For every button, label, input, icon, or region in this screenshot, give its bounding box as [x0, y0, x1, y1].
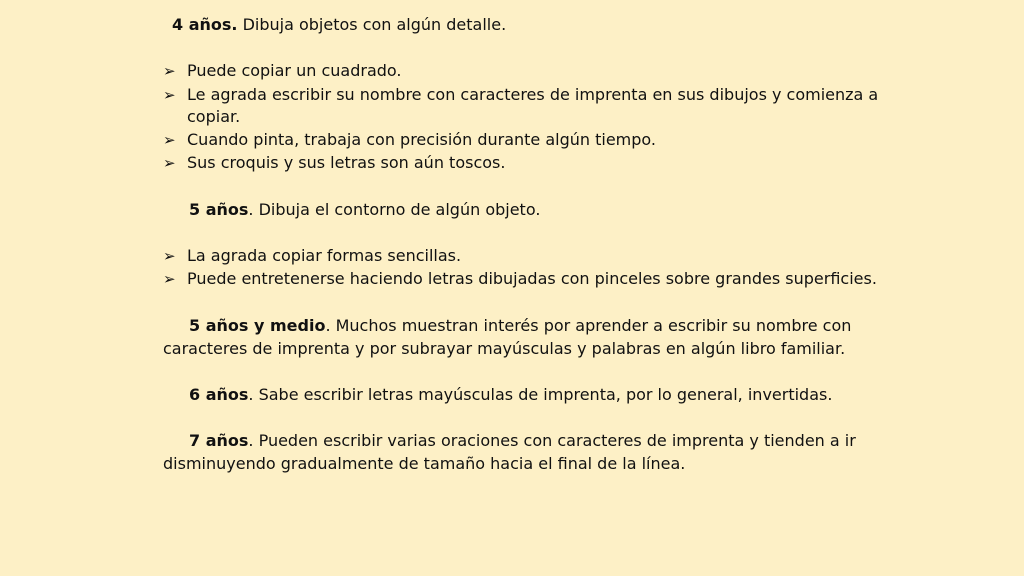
- section-6-heading: [189, 384, 832, 406]
- arrow-bullet-icon: ➢: [163, 62, 176, 80]
- section-7-heading: [189, 430, 856, 452]
- bullet-item: [163, 268, 877, 290]
- bullet-item: [163, 129, 656, 151]
- age-7-text: . Pueden escribir varias oraciones con caracteres de imprenta y tienden a ir: [248, 431, 856, 450]
- arrow-bullet-icon: ➢: [163, 154, 176, 172]
- bullet-item: [163, 152, 505, 174]
- age-5-label: 5 años: [189, 200, 249, 219]
- bullet-continuation: copiar.: [187, 107, 241, 126]
- arrow-bullet-icon: ➢: [163, 86, 176, 104]
- bullet-text: Puede entretenerse haciendo letras dibujadas con pinceles sobre grandes superficies.: [187, 269, 877, 288]
- age-5-5-label: 5 años y medio: [189, 316, 326, 335]
- bullet-item: [163, 84, 878, 106]
- bullet-text: Puede copiar un cuadrado.: [187, 61, 402, 80]
- age-4-text: Dibuja objetos con algún detalle.: [237, 15, 507, 34]
- arrow-bullet-icon: ➢: [163, 131, 176, 149]
- age-5-text: . Dibuja el contorno de algún objeto.: [248, 200, 541, 219]
- section-7-continuation: disminuyendo gradualmente de tamaño hacia el final de la línea.: [163, 454, 686, 473]
- section-5-heading: [189, 199, 540, 221]
- bullet-text: Cuando pinta, trabaja con precisión durante algún tiempo.: [187, 130, 657, 149]
- arrow-bullet-icon: ➢: [163, 247, 176, 265]
- age-6-label: 6 años: [189, 385, 249, 404]
- bullet-item: [163, 60, 402, 82]
- age-6-text: . Sabe escribir letras mayúsculas de imprenta, por lo general, invertidas.: [248, 385, 833, 404]
- age-4-label: 4 años.: [172, 15, 238, 34]
- bullet-item: [163, 245, 461, 267]
- section-5-5-heading: [189, 315, 851, 337]
- bullet-text: Sus croquis y sus letras son aún toscos.: [187, 153, 506, 172]
- bullet-text: Le agrada escribir su nombre con caracteres de imprenta en sus dibujos y comienza a: [187, 85, 879, 104]
- intro-heading: [172, 14, 506, 36]
- section-5-5-continuation: caracteres de imprenta y por subrayar mayúsculas y palabras en algún libro familiar.: [163, 339, 846, 358]
- age-7-label: 7 años: [189, 431, 249, 450]
- age-5-5-text: . Muchos muestran interés por aprender a escribir su nombre con: [325, 316, 852, 335]
- bullet-text: La agrada copiar formas sencillas.: [187, 246, 462, 265]
- arrow-bullet-icon: ➢: [163, 270, 176, 288]
